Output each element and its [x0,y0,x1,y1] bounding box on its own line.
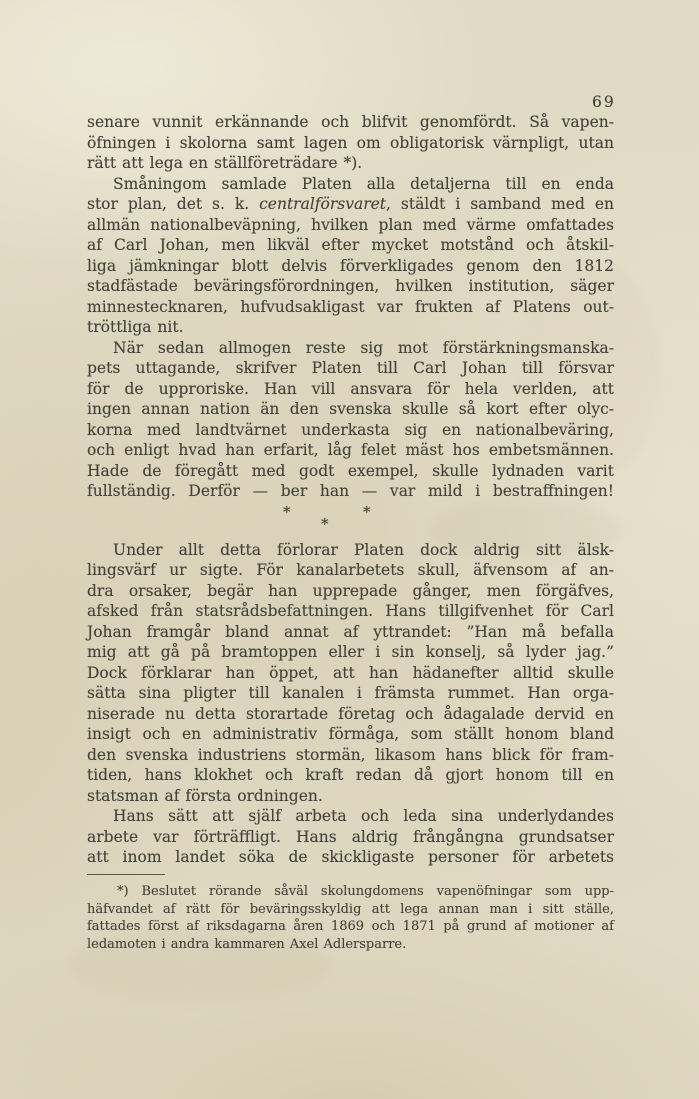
text-line: stadfästade beväringsförordningen, hvilken institution, säger [87,277,614,295]
text-line: mig att gå på bramtoppen eller i sin konselj, så lyder jag.” [87,643,614,661]
text-line: allmän nationalbeväpning, hvilken plan med värme omfattades [87,215,614,234]
body-text [87,112,614,868]
text-line: Hans sätt att själf arbeta och leda sina underlydandes [113,807,614,825]
text-line: af Carl Johan, men likväl efter mycket motstånd och åtskil- [87,236,614,254]
asterisk-separator-glyph: * [321,514,329,533]
asterisk-separator-glyph: * [363,502,371,521]
paragraph [87,540,614,807]
text-line: insigt och en administrativ förmåga, som ställt honom bland [87,725,614,743]
text-line: tröttliga nit. [87,318,184,336]
text-line: fullständig. Derför — ber han — var mild i bestraffningen! [87,482,614,500]
text-line: Småningom samlade Platen alla detaljerna till en enda [113,174,614,193]
text-line: och enligt hvad han erfarit, låg felet mäst hos embetsmännen. [87,441,614,459]
footnote-line: fattades först af riksdagarna åren 1869 och 1871 på grund af motioner af [87,919,614,935]
text-line: Under allt detta förlorar Platen dock aldrig sitt älsk- [113,540,614,559]
paragraph [87,338,614,502]
text-line: lingsvärf ur sigte. För kanalarbetets skull, äfvensom af an- [87,561,614,579]
paragraph [87,174,614,338]
footnote-line: ledamoten i andra kammaren Axel Adlersparre. [87,936,407,952]
text-line: för de upproriske. Han vill ansvara för hela verlden, att [87,379,614,398]
footnote-line: häfvandet af rätt för beväringsskyldig att lega annan man i sitt ställe, [87,901,614,917]
text-line: minnestecknaren, hufvudsakligast var frukten af Platens out- [87,297,614,316]
text-line: öfningen i skolorna samt lagen om obligatorisk värnpligt, utan [87,133,614,152]
text-line: Johan framgår bland annat af yttrandet: ”Han må befalla [87,622,614,641]
text-line: dra orsaker, begär han upprepade gånger, men förgäfves, [87,581,614,600]
footnote-line: *) Beslutet rörande såväl skolungdomens vapenöfningar som upp- [117,884,614,899]
paragraph [87,806,614,868]
text-line: stor plan, det s. k. centralförsvaret, stäldt i samband med en [87,195,614,213]
text-line: sätta sina pligter till kanalen i främsta rummet. Han orga- [87,684,614,702]
text-line: korna med landtvärnet underkasta sig en nationalbeväring, [87,420,614,439]
text-line: afsked från statsrådsbefattningen. Hans tillgifvenhet för Carl [87,602,614,620]
text-line: statsman af första ordningen. [87,786,323,805]
text-line: liga jämkningar blott delvis förverkligades genom den 1812 [87,256,614,275]
text-line: den svenska industriens stormän, likasom hans blick för fram- [87,745,614,764]
page-number: 69 [592,93,616,111]
text-line: att inom landet söka de skickligaste personer för arbetets [87,848,614,866]
text-line: Dock förklarar han öppet, att han hädanefter alltid skulle [87,663,614,682]
text-line: senare vunnit erkännande och blifvit genomfördt. Så vapen- [87,113,614,131]
text-line: ingen annan nation än den svenska skulle så kort efter olyc- [87,400,614,418]
footnote-divider [87,874,165,875]
text-line: rätt att lega en ställföreträdare *). [87,154,363,172]
text-line: niserade nu detta storartade företag och ådagalade dervid en [87,704,614,723]
footnote [87,874,614,953]
asterisk-separator-glyph: * [283,502,291,521]
section-separator [87,502,614,540]
paragraph [87,112,614,174]
text-line: pets uttagande, skrifver Platen till Carl Johan till försvar [87,359,614,377]
text-line: Hade de föregått med godt exempel, skulle lydnaden varit [87,461,614,480]
text-line: arbete var förträffligt. Hans aldrig frångångna grundsatser [87,827,614,846]
text-line: tiden, hans klokhet och kraft redan då gjort honom till en [87,766,614,784]
text-line: När sedan allmogen reste sig mot förstärkningsmanska- [113,338,614,357]
